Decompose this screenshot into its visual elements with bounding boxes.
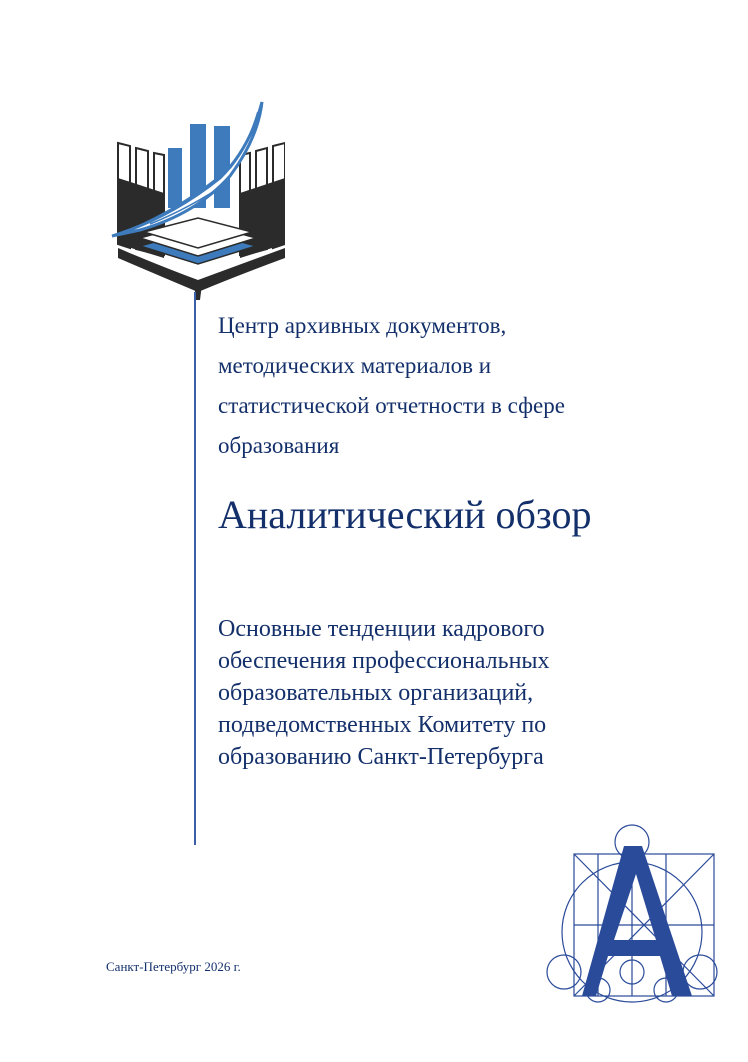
place-and-year: Санкт-Петербург 2026 г. bbox=[106, 959, 241, 974]
organization-name: Центр архивных документов, методических материалов и статистической отчетности в сфере образования bbox=[218, 313, 565, 458]
feather-chart-book-logo-icon bbox=[110, 98, 285, 300]
document-subtitle: Основные тенденции кадрового обеспечения профессиональных образовательных организаций, подведомственных Комитету по образованию Санкт-Петербурга bbox=[218, 616, 550, 770]
letter-a-monogram-icon bbox=[544, 822, 720, 1004]
vertical-divider-line bbox=[194, 292, 196, 845]
document-title: Аналитический обзор bbox=[218, 492, 592, 537]
